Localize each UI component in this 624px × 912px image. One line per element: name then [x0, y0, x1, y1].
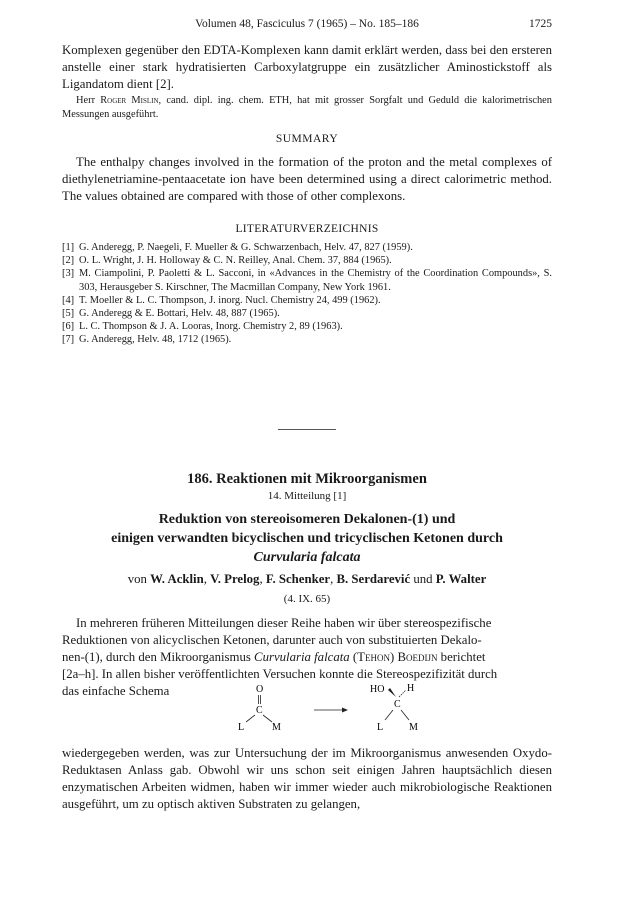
article-title: 186. Reaktionen mit Mikroorganismen	[187, 471, 427, 487]
summary-text: The enthalpy changes involved in the formation of the proton and the metal complexes of diethylenetriamine-pentaacetate ion have been determined using a direct calorimetric method. The values obtained are compared with those of other complexons.	[62, 155, 552, 203]
reference-item: [7] G. Anderegg, Helv. 48, 1712 (1965).	[62, 334, 232, 346]
paragraph-top: Komplexen gegenüber den EDTA-Komplexen kann damit erklärt werden, dass bei den ersteren anstelle einer stark hydratisierten Carboxylatgruppe ein zusätzlicher Aminostickstoff als Ligandatom dient [2].	[62, 43, 552, 91]
header-title: Volumen 48, Fasciculus 7 (1965) – No. 185–186	[195, 18, 419, 30]
scheme-l: L	[238, 722, 245, 733]
scheme-m: M	[272, 722, 281, 733]
references-heading: LITERATURVERZEICHNIS	[235, 223, 379, 235]
reference-item: [6] L. C. Thompson & J. A. Looras, Inorg. Chemistry 2, 89 (1963).	[62, 321, 343, 333]
article-subtitle: 14. Mitteilung [1]	[267, 490, 347, 502]
scheme-carbon-2: C	[394, 699, 401, 710]
scheme-bond-left	[246, 715, 255, 722]
scheme-bond-right-2	[401, 710, 409, 720]
page-number: 1725	[529, 18, 552, 30]
section-divider	[278, 429, 336, 430]
acknowledgement: Herr Roger Mislin, cand. dipl. ing. chem. ETH, hat mit grosser Sorgfalt und Geduld die kalorimetrischen Messungen ausgeführt.	[62, 95, 552, 120]
scheme-m-2: M	[409, 722, 418, 733]
main-title: Reduktion von stereoisomeren Dekalonen-(1) und einigen verwandten bicyclischen und tricyclischen Ketonen durch Curvularia falcata	[111, 512, 503, 565]
ack-name: Roger Mislin	[100, 95, 159, 106]
summary-heading: SUMMARY	[275, 133, 339, 145]
reference-item: [3] M. Ciampolini, P. Paoletti & L. Sacconi, in «Advances in the Chemistry of the Coordination Compounds», S. 303, Herausgeber S. Kirschner, The Macmillan Company, New York 1961.	[62, 268, 552, 293]
scheme-dashed-bond	[399, 690, 406, 697]
scheme-l-2: L	[377, 722, 384, 733]
reference-list	[62, 241, 552, 347]
body-paragraph-2: wiedergegeben werden, was zur Untersuchung der im Mikroorganismus anwesenden Oxydo-Reduktasen Anlass gab. Obwohl wir uns schon seit einigen Jahren hauptsächlich diesen enzymatischen Arbeiten widmen, haben wir immer wieder auch mikrobiologische Reaktionen ausgeführt, um zu optisch aktiven Substraten zu gelangen,	[62, 746, 552, 811]
reference-item: [4] T. Moeller & L. C. Thompson, J. inorg. Nucl. Chemistry 24, 499 (1962).	[62, 294, 381, 306]
running-header	[62, 18, 552, 30]
date-received: (4. IX. 65)	[283, 593, 331, 605]
reaction-scheme	[222, 680, 624, 740]
scheme-bond-right	[263, 715, 272, 722]
scheme-carbon: C	[256, 705, 263, 716]
scheme-arrow-head	[342, 708, 348, 713]
reference-item: [2] O. L. Wright, J. H. Holloway & C. N. Reilley, Anal. Chem. 37, 884 (1965).	[62, 255, 392, 267]
scheme-hydrogen: H	[407, 683, 415, 694]
reference-item: [1] G. Anderegg, P. Naegeli, F. Mueller & G. Schwarzenbach, Helv. 47, 827 (1959).	[62, 242, 413, 253]
reference-item: [5] G. Anderegg & E. Bottari, Helv. 48, 887 (1965).	[62, 308, 280, 320]
authors: von W. Acklin, V. Prelog, F. Schenker, B. Serdarević und P. Walter	[127, 572, 487, 586]
body-paragraph-1: In mehreren früheren Mitteilungen dieser Reihe haben wir über stereospezifische Reduktionen von alicyclischen Ketonen, darunter auch von substituierten Dekalo- nen-(1), durch den Mikroorganismus Curvularia falcata (Tehon) Boedijn berichtet [2a–h]. In allen bisher veröffentlichten Versuchen konnte die Stereospezifizität durch das einfache Schema	[62, 616, 498, 698]
scheme-wedge-bond	[388, 688, 396, 697]
scheme-oxygen: O	[256, 684, 264, 695]
scheme-bond-left-2	[385, 710, 393, 720]
scheme-hydroxyl: HO	[370, 684, 385, 695]
